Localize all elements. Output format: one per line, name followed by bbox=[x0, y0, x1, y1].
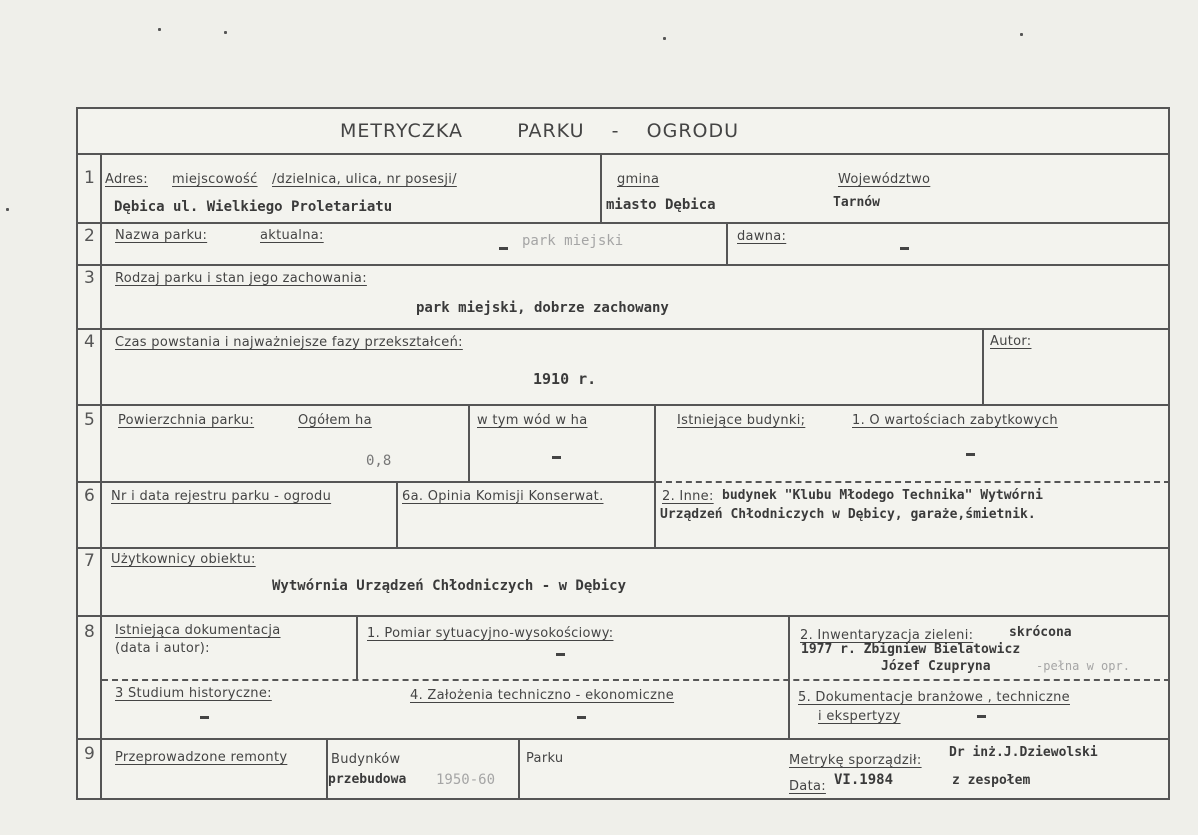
rule-row4 bbox=[76, 328, 1170, 330]
row-number: 2 bbox=[84, 226, 95, 246]
row-number: 8 bbox=[84, 622, 95, 642]
rule-r5-budynki bbox=[654, 404, 656, 547]
rejestr-label: Nr i data rejestru parku - ogrodu bbox=[111, 489, 332, 504]
rule-num-col bbox=[100, 153, 102, 800]
paper-speck bbox=[224, 31, 227, 34]
gmina-value: miasto Dębica bbox=[606, 197, 716, 213]
empty-dash bbox=[552, 456, 561, 459]
dzielnica-label: /dzielnica, ulica, nr posesji/ bbox=[272, 172, 457, 187]
row-number: 3 bbox=[84, 268, 95, 288]
empty-dash bbox=[200, 716, 209, 719]
rule-row2 bbox=[76, 222, 1170, 224]
inwentaryzacja-value3: Józef Czupryna bbox=[881, 659, 991, 674]
rule-row3 bbox=[76, 264, 1170, 266]
empty-dash bbox=[499, 247, 508, 250]
parku-label: Parku bbox=[526, 751, 564, 766]
rule-r2-dawna bbox=[726, 222, 728, 264]
row-number: 7 bbox=[84, 551, 95, 571]
miejscowosc-label: miejscowość bbox=[172, 172, 258, 187]
row-number: 4 bbox=[84, 332, 95, 352]
inne-value-line1: budynek "Klubu Młodego Technika" Wytwórni bbox=[722, 488, 1043, 503]
branzowe-label: 5. Dokumentacje branżowe , techniczne bbox=[798, 690, 1070, 705]
rule-row9 bbox=[76, 738, 1170, 740]
adres-label: Adres: bbox=[105, 172, 148, 187]
empty-dash bbox=[977, 715, 986, 718]
budynki-label: Istniejące budynki; bbox=[677, 413, 806, 428]
czas-value: 1910 r. bbox=[533, 370, 597, 388]
paper-speck bbox=[1020, 33, 1023, 36]
rule-r1-gmina bbox=[600, 153, 602, 222]
ogolem-value: 0,8 bbox=[366, 453, 392, 469]
row-number: 1 bbox=[84, 168, 95, 188]
inwentaryzacja-faint: -pełna w opr. bbox=[1036, 659, 1130, 673]
autor-label: Autor: bbox=[990, 334, 1032, 349]
ogolem-label: Ogółem ha bbox=[298, 413, 372, 428]
rule-row6-dashed bbox=[656, 481, 1170, 483]
rodzaj-label: Rodzaj parku i stan jego zachowania: bbox=[115, 271, 367, 286]
row-number: 5 bbox=[84, 410, 95, 430]
adres-value: Dębica ul. Wielkiego Proletariatu bbox=[114, 199, 393, 215]
rule-row8 bbox=[76, 615, 1170, 617]
inwentaryzacja-label: 2. Inwentaryzacja zieleni: bbox=[800, 628, 974, 643]
paper-speck bbox=[6, 208, 9, 211]
metryke-label: Metrykę sporządził: bbox=[789, 753, 922, 768]
empty-dash bbox=[577, 716, 586, 719]
rodzaj-value: park miejski, dobrze zachowany bbox=[416, 300, 669, 316]
rule-row7 bbox=[76, 547, 1170, 549]
rule-r9-parku bbox=[518, 738, 520, 800]
zespol-value: z zespołem bbox=[952, 773, 1031, 788]
rule-r8-inw bbox=[788, 615, 790, 738]
metryke-value: Dr inż.J.Dziewolski bbox=[949, 745, 1098, 760]
nazwa-parku-label: Nazwa parku: bbox=[115, 228, 208, 243]
studium-label: 3 Studium historyczne: bbox=[115, 686, 272, 701]
row-number: 6 bbox=[84, 486, 95, 506]
rule-r6-opinia bbox=[396, 481, 398, 547]
uzytkownicy-value: Wytwórnia Urządzeń Chłodniczych - w Dębicy bbox=[272, 578, 627, 594]
inne-value-line2: Urządzeń Chłodniczych w Dębicy, garaże,śmietnik. bbox=[660, 507, 1036, 522]
budynkow-label: Budynków bbox=[331, 752, 401, 767]
dokumentacja-label: Istniejąca dokumentacja bbox=[115, 623, 281, 638]
data-value: VI.1984 bbox=[834, 772, 894, 788]
budynkow-faint: 1950-60 bbox=[436, 772, 496, 788]
row-number: 9 bbox=[84, 744, 95, 764]
budynkow-value: przebudowa bbox=[328, 772, 407, 787]
dawna-label: dawna: bbox=[737, 229, 787, 244]
paper-speck bbox=[663, 37, 666, 40]
rule-row5 bbox=[76, 404, 1170, 406]
powierzchnia-label: Powierzchnia parku: bbox=[118, 413, 255, 428]
wod-label: w tym wód w ha bbox=[477, 413, 588, 428]
zalozenia-label: 4. Założenia techniczno - ekonomiczne bbox=[410, 688, 675, 703]
inwentaryzacja-value1: skrócona bbox=[1009, 625, 1072, 640]
empty-dash bbox=[556, 653, 565, 656]
ekspertyzy-label: i ekspertyzy bbox=[818, 709, 901, 724]
pomiar-label: 1. Pomiar sytuacyjno-wysokościowy: bbox=[367, 626, 614, 641]
rule-row8-mid-dashed bbox=[102, 679, 1170, 681]
rule-r8-pomiar bbox=[356, 615, 358, 679]
rule-r5-wod bbox=[468, 404, 470, 481]
uzytkownicy-label: Użytkownicy obiektu: bbox=[111, 552, 256, 567]
opinia-label: 6a. Opinia Komisji Konserwat. bbox=[402, 489, 604, 504]
zabytkowe-label: 1. O wartościach zabytkowych bbox=[852, 413, 1058, 428]
inne-label: 2. Inne: bbox=[662, 489, 714, 504]
rule-row6 bbox=[76, 481, 656, 483]
czas-label: Czas powstania i najważniejsze fazy przekształceń: bbox=[115, 335, 463, 350]
aktualna-label: aktualna: bbox=[260, 228, 324, 243]
wojewodztwo-value: Tarnów bbox=[833, 195, 880, 210]
empty-dash bbox=[900, 247, 909, 250]
form-title: METRYCZKA PARKU - OGRODU bbox=[340, 120, 740, 142]
wojewodztwo-label: Województwo bbox=[838, 172, 931, 187]
data-label: Data: bbox=[789, 779, 826, 794]
gmina-label: gmina bbox=[617, 172, 660, 187]
rule-r4-autor bbox=[982, 328, 984, 404]
inwentaryzacja-value2: 1977 r. Zbigniew Bielatowicz bbox=[801, 642, 1021, 657]
rule-row1 bbox=[76, 153, 1170, 155]
empty-dash bbox=[966, 453, 975, 456]
rule-r9-budynkow bbox=[326, 738, 328, 800]
remonty-label: Przeprowadzone remonty bbox=[115, 750, 288, 765]
paper-speck bbox=[158, 28, 161, 31]
data-autor-label: (data i autor): bbox=[115, 641, 210, 656]
aktualna-value: park miejski bbox=[522, 233, 624, 249]
